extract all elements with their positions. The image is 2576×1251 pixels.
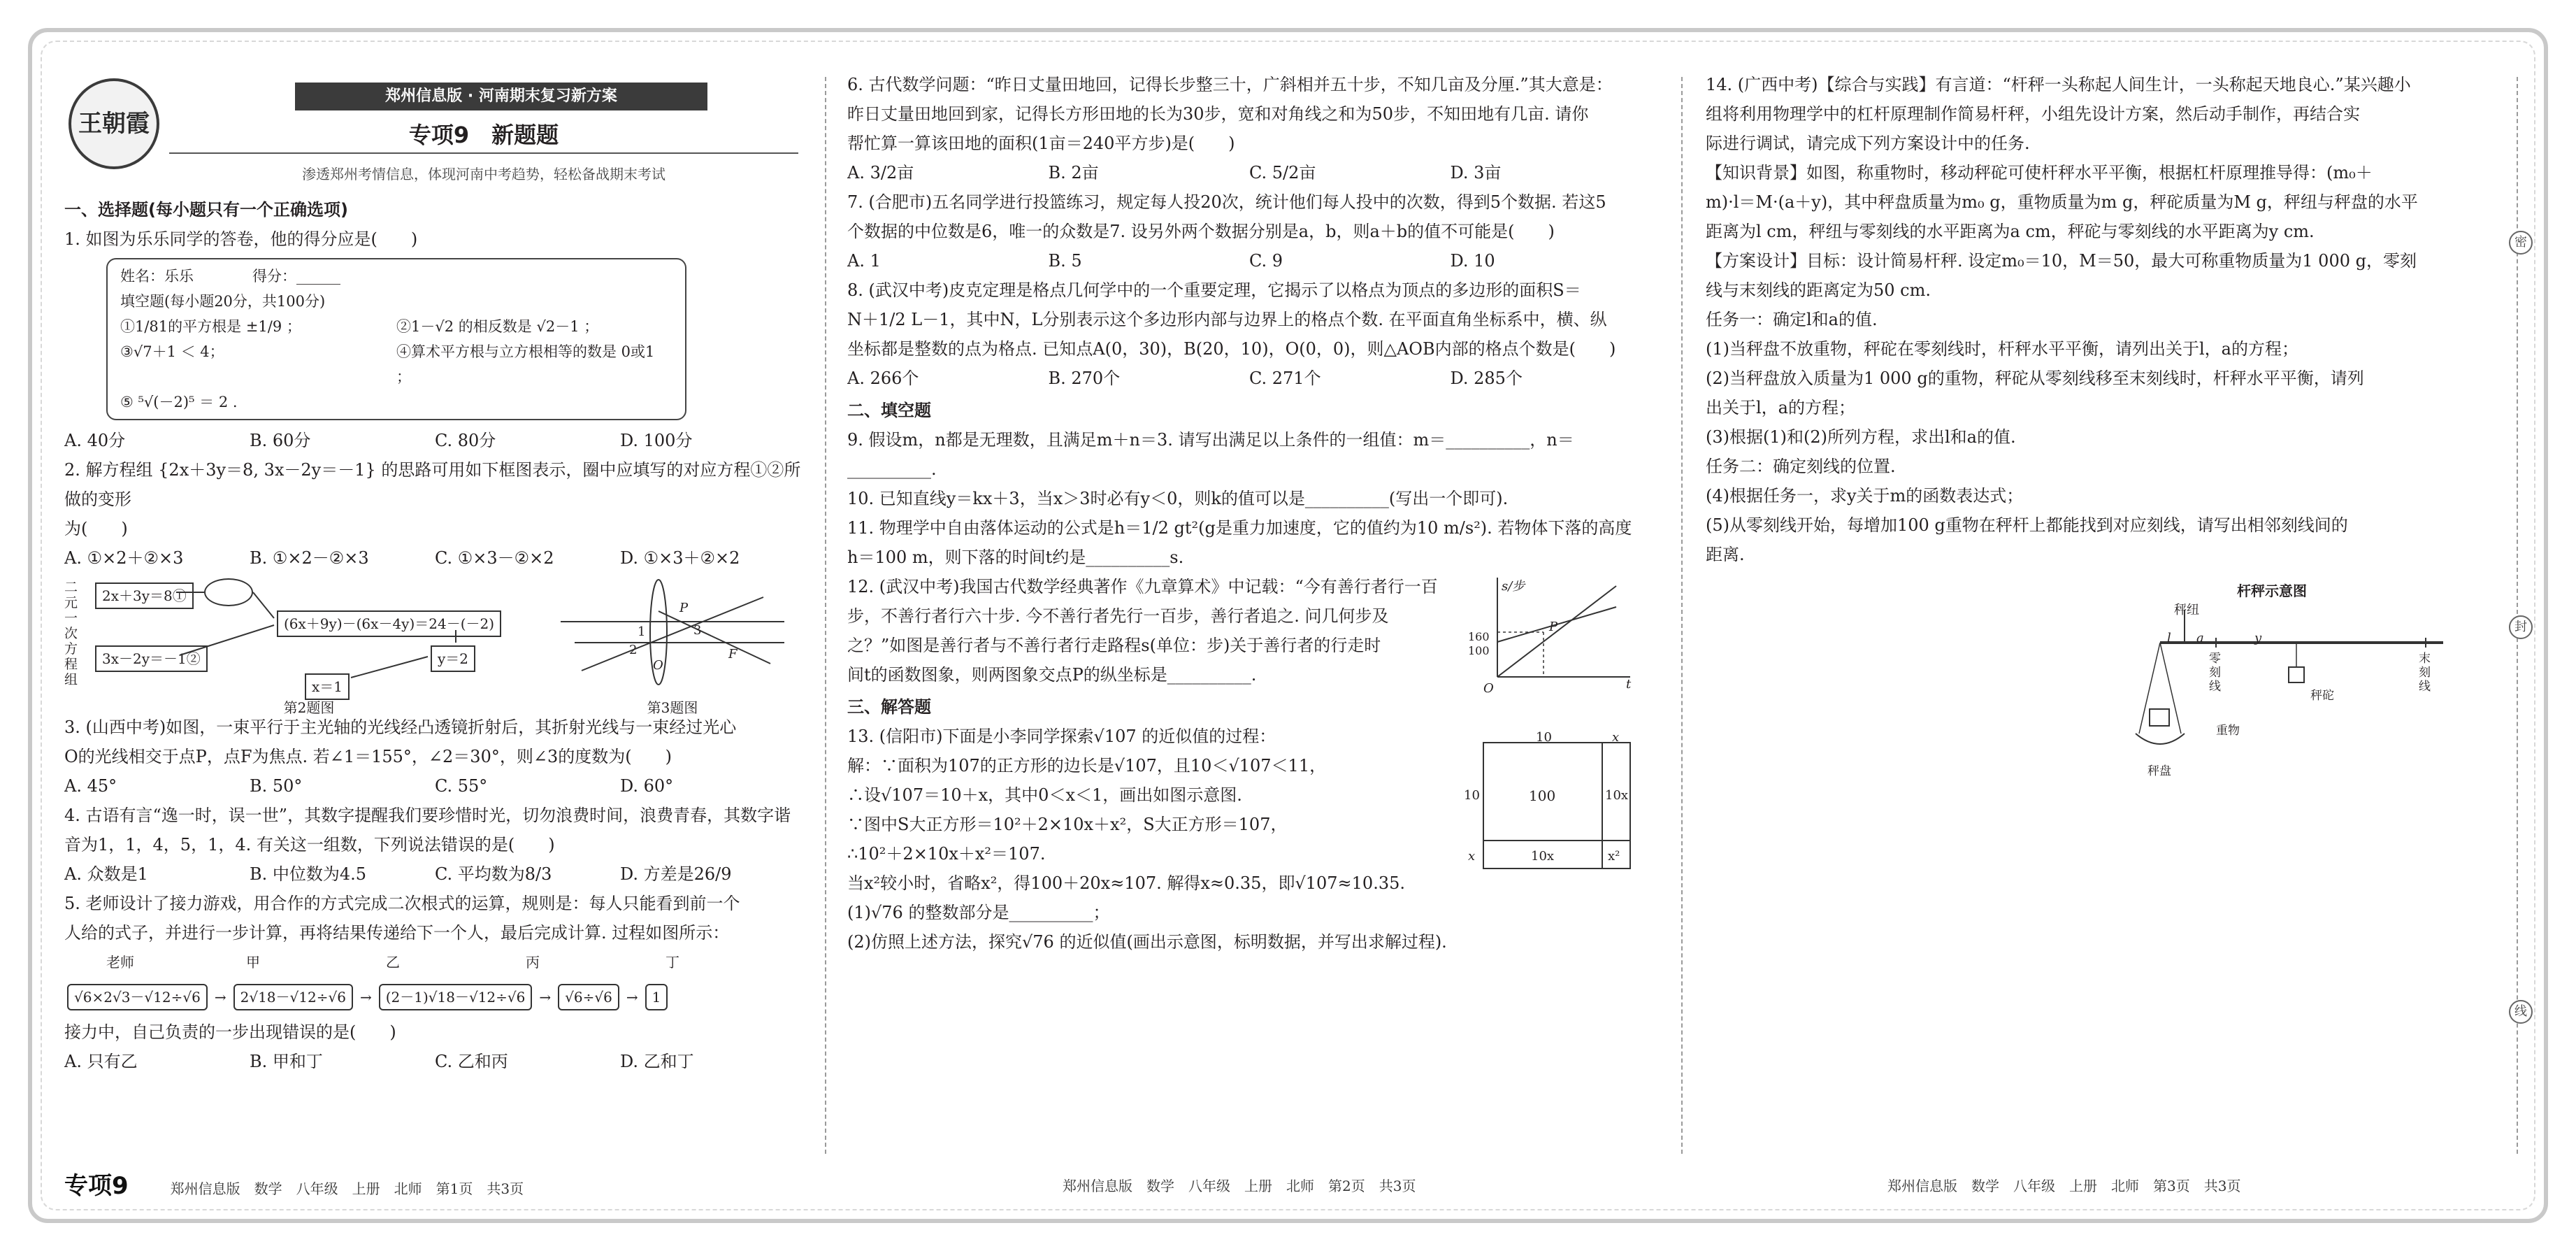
answer-options: [847, 158, 1651, 187]
answer-options: [64, 543, 805, 573]
part-label: l: [2167, 631, 2171, 645]
relay-step: (2－1)√18－√12÷√6: [379, 984, 533, 1010]
flow-diagram: [64, 573, 554, 716]
option: B. 甲和丁: [250, 1052, 323, 1071]
answer-options: [64, 859, 805, 889]
origin-label: O: [1483, 681, 1494, 696]
task-line: 任务一：确定l和a的值.: [1706, 310, 1878, 329]
dim-label: 10: [1464, 788, 1480, 803]
equation-box: x＝1: [305, 673, 350, 700]
title-rule: [169, 152, 798, 154]
option: B. 60分: [250, 431, 311, 450]
figures-row: [64, 573, 805, 716]
option: D. 285个: [1450, 369, 1523, 388]
option: A. 3/2亩: [847, 163, 914, 183]
square-diagram: [1462, 722, 1644, 875]
option: B. 270个: [1048, 369, 1121, 388]
part-label: 重物: [2216, 724, 2240, 738]
equation-box: 3x－2y＝－1②: [95, 645, 208, 672]
edition-ribbon: 郑州信息版 · 河南期末复习新方案: [295, 83, 707, 110]
solution-line: 当x²较小时，省略x²，得100＋20x≈107. 解得x≈0.35，即√107≈10.35.: [847, 873, 1405, 893]
q13-block: [847, 722, 1651, 898]
tick-label: 160: [1468, 630, 1490, 643]
option: D. 10: [1450, 251, 1495, 271]
option: C. 80分: [435, 431, 496, 450]
figure-title: 杆秤示意图: [2237, 582, 2307, 599]
section-title: 一、选择题(每小题只有一个正确选项): [64, 200, 348, 220]
relay-step: √6÷√6: [558, 984, 619, 1010]
slogan: 渗透郑州考情信息，体现河南中考趋势，轻松备战期末考试: [302, 166, 665, 183]
question-stem: 【知识背景】如图，称重物时，移动秤砣可使杆秤水平平衡，根据杠杆原理推导得：(m₀＋: [1706, 163, 2373, 183]
equation-box: y＝2: [431, 645, 475, 672]
relay-chain: [64, 981, 805, 1013]
question-stem: 步，不善行者行六十步. 今不善行者先行一百步，善行者追之. 问几何步及: [847, 606, 1389, 626]
angle-label: 2: [629, 643, 638, 657]
question-stem: 帮忙算一算该田地的面积(1亩＝240平方步)是( ): [847, 134, 1235, 153]
option: C. 平均数为8/3: [435, 864, 552, 884]
seal-mark: 封: [2509, 615, 2533, 639]
question-stem: 距离为l cm，秤纽与零刻线的水平距离为a cm，秤砣与零刻线的水平距离为y cm.: [1706, 222, 2315, 241]
task-line: 出关于l，a的方程；: [1706, 398, 1855, 417]
option: A. 只有乙: [64, 1052, 138, 1071]
relay-label: 甲: [246, 954, 260, 971]
option: A. 众数是1: [64, 864, 148, 884]
axis-label: t: [1626, 677, 1632, 692]
relay-step: 2√18－√12÷√6: [233, 984, 353, 1010]
question-stem: 11. 物理学中自由落体运动的公式是h＝1/2 gt²(g是重力加速度，它的值约为10 m/s²). 若物体下落的高度: [847, 518, 1632, 538]
option: C. 55°: [435, 776, 488, 796]
option: C. 5/2亩: [1249, 163, 1316, 183]
question-stem: 人给的式子，并进行一步计算，再将结果传递给下一个人，最后完成计算. 过程如图所示：: [64, 923, 730, 943]
option: D. 60°: [620, 776, 674, 796]
page-column-2: [847, 70, 1651, 1161]
answer-card: [106, 258, 686, 420]
area-label: 10x: [1531, 849, 1555, 864]
option: D. ①×3＋②×2: [620, 548, 740, 568]
card-item: ②1－√2 的相反数是 √2－1 ；: [396, 318, 599, 335]
option: D. 3亩: [1450, 163, 1502, 183]
answer-options: [847, 246, 1651, 276]
solution-line: 解：∵面积为107的正方形的边长是√107，且10＜√107＜11，: [847, 756, 1327, 775]
area-label: x²: [1608, 849, 1620, 864]
arrow-icon: →: [539, 989, 552, 1006]
series-brand: 专项9: [64, 1172, 129, 1200]
question-stem: 12. (武汉中考)我国古代数学经典著作《九章算术》中记载：“今有善行者行一百: [847, 577, 1438, 596]
page-column-1: [64, 70, 805, 1161]
part-label: a: [2196, 631, 2204, 645]
flow-arrows: [64, 573, 554, 713]
answer-options: [847, 364, 1651, 393]
relay-label: 老师: [106, 954, 134, 971]
part-label: y: [2254, 631, 2262, 645]
option: A. 1: [847, 251, 881, 271]
footer-page-1: [64, 1166, 524, 1201]
card-name-line: 姓名：乐乐 得分：______: [120, 268, 340, 285]
task-line: (1)当秤盘不放重物，秤砣在零刻线时，杆秤水平平衡，请列出关于l，a的方程；: [1706, 339, 2298, 359]
part-label: 零刻线: [2209, 652, 2221, 694]
option: B. 中位数为4.5: [250, 864, 367, 884]
walk-graph: [1468, 572, 1637, 696]
option: B. 2亩: [1048, 163, 1099, 183]
question-stem: m)·l＝M·(a＋y)，其中秤盘质量为m₀ g，重物质量为m g，秤砣质量为M g，秤纽与秤盘的水平: [1706, 192, 2418, 212]
task-line: 距离.: [1706, 545, 1745, 564]
option: A. 45°: [64, 776, 117, 796]
tick-label: 100: [1468, 644, 1490, 657]
card-item: ③√7＋1 ＜ 4；: [120, 343, 224, 360]
question-stem: 3. (山西中考)如图，一束平行于主光轴的光线经凸透镜折射后，其折射光线与一束经过光心: [64, 717, 737, 737]
column-divider: [825, 77, 826, 1154]
option: C. ①×3－②×2: [435, 548, 554, 568]
steelyard-diagram: [2132, 576, 2454, 779]
footer-page-3: [1887, 1175, 2240, 1195]
seal-mark: 线: [2509, 1000, 2533, 1024]
footer-text: 郑州信息版 数学 八年级 上册 北师 第1页 共3页: [170, 1180, 524, 1197]
task-line: (2)当秤盘放入质量为1 000 g的重物，秤砣从零刻线移至末刻线时，杆秤水平平衡，请列: [1706, 369, 2364, 388]
question-stem: 4. 古语有言“逸一时，误一世”，其数字提醒我们要珍惜时光，切勿浪费时间，浪费青春，其数字谐: [64, 806, 791, 825]
page-header: [64, 70, 805, 192]
figure-caption: 第3题图: [647, 699, 698, 716]
task-line: (5)从零刻线开始，每增加100 g重物在秤杆上都能找到对应刻线，请写出相邻刻线间的: [1706, 515, 2348, 535]
option: D. 100分: [620, 431, 693, 450]
relay-step: 1: [645, 984, 668, 1010]
sub-question: (1)√76 的整数部分是__________；: [847, 903, 1110, 922]
question-stem: 6. 古代数学问题：“昨日丈量田地回，记得长步整三十，广斜相并五十步，不知几亩及分厘.”其大意是：: [847, 75, 1613, 94]
card-intro: 填空题(每小题20分，共100分): [120, 293, 326, 310]
area-label: 100: [1529, 787, 1556, 804]
sub-question: (2)仿照上述方法，探究√76 的近似值(画出示意图，标明数据，并写出求解过程).: [847, 932, 1447, 952]
solution-line: ∵图中S大正方形＝10²＋2×10x＋x²，S大正方形＝107，: [847, 815, 1288, 834]
option: C. 271个: [1249, 369, 1321, 388]
equation-box: (6x＋9y)－(6x－4y)＝24－(－2): [277, 610, 501, 637]
section-title: 二、填空题: [847, 401, 931, 420]
task-line: 任务二：确定刻线的位置.: [1706, 457, 1896, 476]
question-stem: 组将利用物理学中的杠杆原理制作简易杆秤，小组先设计方案，然后动手制作，再结合实: [1706, 104, 2360, 124]
question-stem: 线与末刻线的距离定为50 cm.: [1706, 280, 1931, 300]
question-stem: 13. (信阳市)下面是小李同学探索√107 的近似值的过程：: [847, 727, 1276, 746]
task-line: (4)根据任务一，求y关于m的函数表达式；: [1706, 486, 2024, 506]
question-stem: h＝100 m，则下落的时间t约是__________s.: [847, 548, 1184, 567]
q13-text: [847, 722, 1462, 898]
question-stem: 坐标都是整数的点为格点. 已知点A(0，30)，B(20，10)，O(0，0)，则△AOB内部的格点个数是( ): [847, 339, 1616, 359]
question-stem: 1. 如图为乐乐同学的答卷，他的得分应是( ): [64, 229, 418, 249]
question-stem: 接力中，自己负责的一步出现错误的是( ): [64, 1022, 396, 1042]
seal-mark: 密: [2509, 231, 2533, 255]
angle-label: 1: [638, 624, 646, 639]
question-stem: 10. 已知直线y＝kx＋3，当x＞3时必有y＜0，则k的值可以是__________(写出一个即可).: [847, 489, 1509, 508]
arrow-icon: →: [214, 989, 226, 1006]
option: B. 50°: [250, 776, 303, 796]
page-title: 专项9 新题题: [408, 122, 559, 148]
q12-block: [847, 572, 1651, 696]
brand-logo: 王朝霞: [69, 78, 159, 169]
solution-line: ∴设√107＝10＋x，其中0＜x＜1，画出如图示意图.: [847, 785, 1242, 805]
part-label: 秤纽: [2174, 603, 2199, 617]
part-label: 秤盘: [2147, 764, 2171, 778]
option: C. 9: [1249, 251, 1283, 271]
option: D. 乙和丁: [620, 1052, 694, 1071]
section-title: 三、解答题: [847, 697, 931, 717]
equation-box: 2x＋3y＝8①: [95, 582, 194, 609]
question-stem: 间t的函数图象，则两图象交点P的纵坐标是__________.: [847, 665, 1257, 685]
area-label: 10x: [1605, 788, 1629, 803]
question-stem: 7. (合肥市)五名同学进行投篮练习，规定每人投20次，统计他们每人投中的次数，得到5个数据. 若这5: [847, 192, 1606, 212]
arrow-icon: →: [359, 989, 372, 1006]
dim-label: x: [1468, 849, 1476, 864]
arrow-icon: →: [626, 989, 638, 1006]
task-line: (3)根据(1)和(2)所列方程，求出l和a的值.: [1706, 427, 2016, 447]
answer-options: [64, 1047, 805, 1076]
footer-text: 郑州信息版 数学 八年级 上册 北师 第3页 共3页: [1887, 1178, 2241, 1194]
column-divider: [1681, 77, 1683, 1154]
question-stem: N＋1/2 L－1，其中N，L分别表示这个多边形内部与边界上的格点个数. 在平面直角坐标系中，横、纵: [847, 310, 1607, 329]
point-label: P: [679, 601, 689, 615]
option: B. 5: [1048, 251, 1082, 271]
dim-label: x: [1612, 730, 1620, 745]
question-stem: O的光线相交于点P，点F为焦点. 若∠1＝155°，∠2＝30°，则∠3的度数为( ): [64, 747, 672, 766]
relay-step: √6×2√3－√12÷√6: [67, 984, 208, 1010]
option: D. 方差是26/9: [620, 864, 732, 884]
question-stem: 音为1，1，4，5，1，4. 有关这一组数，下列说法错误的是( ): [64, 835, 555, 855]
question-stem: 2. 解方程组 {2x＋3y＝8, 3x－2y＝－1} 的思路可用如下框图表示，圈中应填写的对应方程①②所做的变形: [64, 460, 801, 509]
card-item: ①1/81的平方根是 ±1/9 ；: [120, 318, 301, 335]
answer-options: [64, 771, 805, 801]
option: B. ①×2－②×3: [250, 548, 369, 568]
part-label: 末刻线: [2419, 652, 2431, 694]
question-stem: 为( ): [64, 519, 128, 538]
card-item: ④算术平方根与立方根相等的数是 0或1 ；: [396, 343, 655, 385]
point-label: O: [653, 658, 663, 673]
figure-caption: 第2题图: [283, 699, 335, 716]
point-label: P: [1549, 620, 1558, 634]
solution-line: ∴10²＋2×10x＋x²＝107.: [847, 844, 1046, 864]
footer-page-2: [1063, 1175, 1416, 1195]
point-label: F: [728, 647, 737, 662]
question-stem: 之？”如图是善行者与不善行者行走路程s(单位：步)关于善行者的行走时: [847, 636, 1381, 655]
relay-label: 丁: [665, 954, 679, 971]
q12-text: [847, 572, 1476, 689]
question-stem: 9. 假设m，n都是无理数，且满足m＋n＝3. 请写出满足以上条件的一组值：m＝__________，n＝__________.: [847, 430, 1574, 479]
question-stem: 际进行调试，请完成下列方案设计中的任务.: [1706, 134, 2030, 153]
flow-side-label: 二元一次方程组: [64, 580, 78, 687]
option: A. ①×2＋②×3: [64, 548, 184, 568]
question-stem: 个数据的中位数是6，唯一的众数是7. 设另外两个数据分别是a，b，则a＋b的值不可能是( ): [847, 222, 1555, 241]
question-stem: 昨日丈量田地回到家，记得长方形田地的长为30步，宽和对角线之和为50步，不知田地有几亩. 请你: [847, 104, 1589, 124]
question-stem: 【方案设计】目标：设计简易杆秤. 设定m₀＝10，M＝50，最大可称重物质量为1 000 g，零刻: [1706, 251, 2417, 271]
option: A. 40分: [64, 431, 126, 450]
question-stem: 8. (武汉中考)皮克定理是格点几何学中的一个重要定理，它揭示了以格点为顶点的多边形的面积S＝: [847, 280, 1581, 300]
answer-options: [64, 426, 805, 455]
lens-diagram: [554, 573, 791, 716]
relay-label: 丙: [526, 954, 540, 971]
lens-svg: [554, 573, 791, 692]
axis-label: s/步: [1502, 579, 1525, 594]
dim-label: 10: [1536, 730, 1552, 745]
relay-label: 乙: [386, 954, 400, 971]
question-stem: 5. 老师设计了接力游戏，用合作的方式完成二次根式的运算，规则是：每人只能看到前一个: [64, 894, 740, 913]
question-stem: 14. (广西中考)【综合与实践】有言道：“杆秤一头称起人间生计，一头称起天地良心.”某兴趣小: [1706, 75, 2411, 94]
option: C. 乙和丙: [435, 1052, 508, 1071]
option: A. 266个: [847, 369, 919, 388]
angle-label: 3: [693, 623, 702, 638]
relay-labels: [64, 948, 805, 977]
part-label: 秤砣: [2310, 689, 2334, 703]
card-item: ⑤ ⁵√(－2)⁵ ＝ 2 .: [120, 394, 238, 410]
footer-text: 郑州信息版 数学 八年级 上册 北师 第2页 共3页: [1063, 1178, 1416, 1194]
page-column-3: [1706, 70, 2496, 1161]
